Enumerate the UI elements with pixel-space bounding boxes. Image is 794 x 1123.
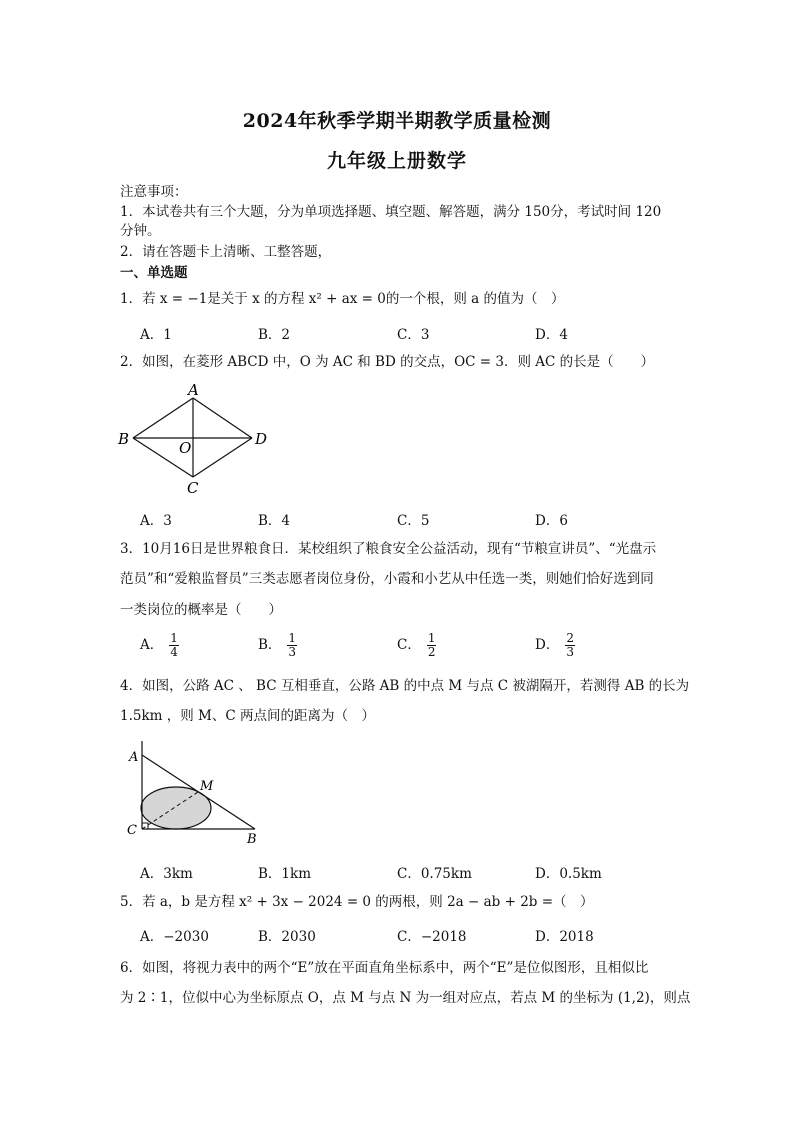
- notes-heading: 注意事项：: [120, 184, 188, 200]
- fraction: [287, 632, 297, 659]
- numerator: 1: [170, 631, 178, 645]
- numerator: 1: [427, 631, 436, 645]
- q3-option-d-letter: D．: [535, 637, 560, 653]
- lake-figure: [120, 735, 280, 847]
- label-b: B: [118, 430, 130, 448]
- q2-option-d: D．6: [535, 513, 568, 529]
- fraction: [565, 632, 575, 659]
- question-3-line3: 一类岗位的概率是（ ）: [120, 602, 282, 618]
- q3-option-d: [535, 632, 575, 659]
- question-1-text: 1．若 x = −1是关于 x 的方程 x² + ax = 0的一个根，则 a 的值为（ ）: [120, 291, 565, 307]
- question-4-line1: 4．如图，公路 AC 、 BC 互相垂直，公路 AB 的中点 M 与点 C 被湖隔开，若测得 AB 的长为: [120, 678, 690, 694]
- side-ad: [193, 398, 252, 438]
- q5-option-c: C．−2018: [397, 929, 467, 945]
- denominator: 3: [288, 645, 297, 659]
- label-a: A: [129, 750, 139, 765]
- label-o: O: [179, 439, 192, 457]
- fraction: [169, 632, 179, 659]
- exam-subtitle: 九年级上册数学: [326, 150, 467, 172]
- q3-option-b-letter: B．: [258, 637, 282, 653]
- q1-option-a: A．1: [140, 327, 172, 343]
- q5-option-b: B．2030: [258, 929, 316, 945]
- label-c: C: [127, 823, 137, 838]
- question-3-line1: 3．10月16日是世界粮食日．某校组织了粮食安全公益活动，现有“节粮宣讲员”、“光盘示: [120, 541, 657, 557]
- label-d: D: [255, 430, 268, 448]
- label-c: C: [187, 479, 199, 497]
- q1-option-b: B．2: [258, 327, 291, 343]
- q2-option-b: B．4: [258, 513, 291, 529]
- q3-option-c-letter: C．: [397, 637, 421, 653]
- label-a: A: [188, 381, 199, 399]
- notes-line2: 2．请在答题卡上清晰、工整答题，: [120, 244, 332, 260]
- q4-option-a: A．3km: [140, 866, 193, 882]
- label-m: M: [200, 779, 214, 794]
- question-5-text: 5．若 a，b 是方程 x² + 3x − 2024 = 0 的两根，则 2a − ab + 2b =（ ）: [120, 894, 594, 910]
- q4-option-c: C．0.75km: [397, 866, 472, 882]
- q3-option-a: [140, 632, 179, 659]
- q3-option-a-letter: A．: [140, 637, 164, 653]
- q4-option-d: D．0.5km: [535, 866, 602, 882]
- denominator: 3: [566, 645, 574, 659]
- q5-option-a: A．−2030: [140, 929, 209, 945]
- q3-option-c: [397, 632, 436, 659]
- numerator: 2: [566, 631, 574, 645]
- question-2-text: 2．如图，在菱形 ABCD 中，O 为 AC 和 BD 的交点，OC = 3．则 AC 的长是（ ）: [120, 354, 655, 370]
- question-3-line2: 范员”和“爱粮监督员”三类志愿者岗位身份，小霞和小艺从中任选一类，则她们恰好选到同: [120, 571, 654, 587]
- side-ba: [133, 398, 193, 438]
- side-dc: [193, 438, 252, 477]
- q2-option-a: A．3: [140, 513, 172, 529]
- question-6-line2: 为 2∶1，位似中心为坐标原点 O，点 M 与点 N 为一组对应点，若点 M 的坐标为 (1,2)，则点: [120, 990, 691, 1006]
- q4-option-b: B．1km: [258, 866, 311, 882]
- q1-option-d: D．4: [535, 327, 568, 343]
- section-heading: 一、单选题: [120, 265, 188, 281]
- notes-line1: 1．本试卷共有三个大题，分为单项选择题、填空题、解答题，满分 150分，考试时间 120: [120, 204, 662, 220]
- rhombus-figure: [112, 378, 282, 498]
- fraction: [427, 632, 437, 659]
- label-b: B: [247, 832, 257, 847]
- q3-option-b: [258, 632, 297, 659]
- numerator: 1: [288, 631, 297, 645]
- denominator: 4: [170, 645, 178, 659]
- exam-title: 2024年秋季学期半期教学质量检测: [242, 110, 552, 132]
- q5-option-d: D．2018: [535, 929, 594, 945]
- notes-line1-cont: 分钟。: [120, 223, 161, 239]
- question-6-line1: 6．如图，将视力表中的两个“E”放在平面直角坐标系中，两个“E”是位似图形，且相似比: [120, 960, 649, 976]
- denominator: 2: [427, 645, 436, 659]
- q1-option-c: C．3: [397, 327, 430, 343]
- question-4-line2: 1.5km ，则 M、C 两点间的距离为（ ）: [120, 708, 375, 724]
- q2-option-c: C．5: [397, 513, 430, 529]
